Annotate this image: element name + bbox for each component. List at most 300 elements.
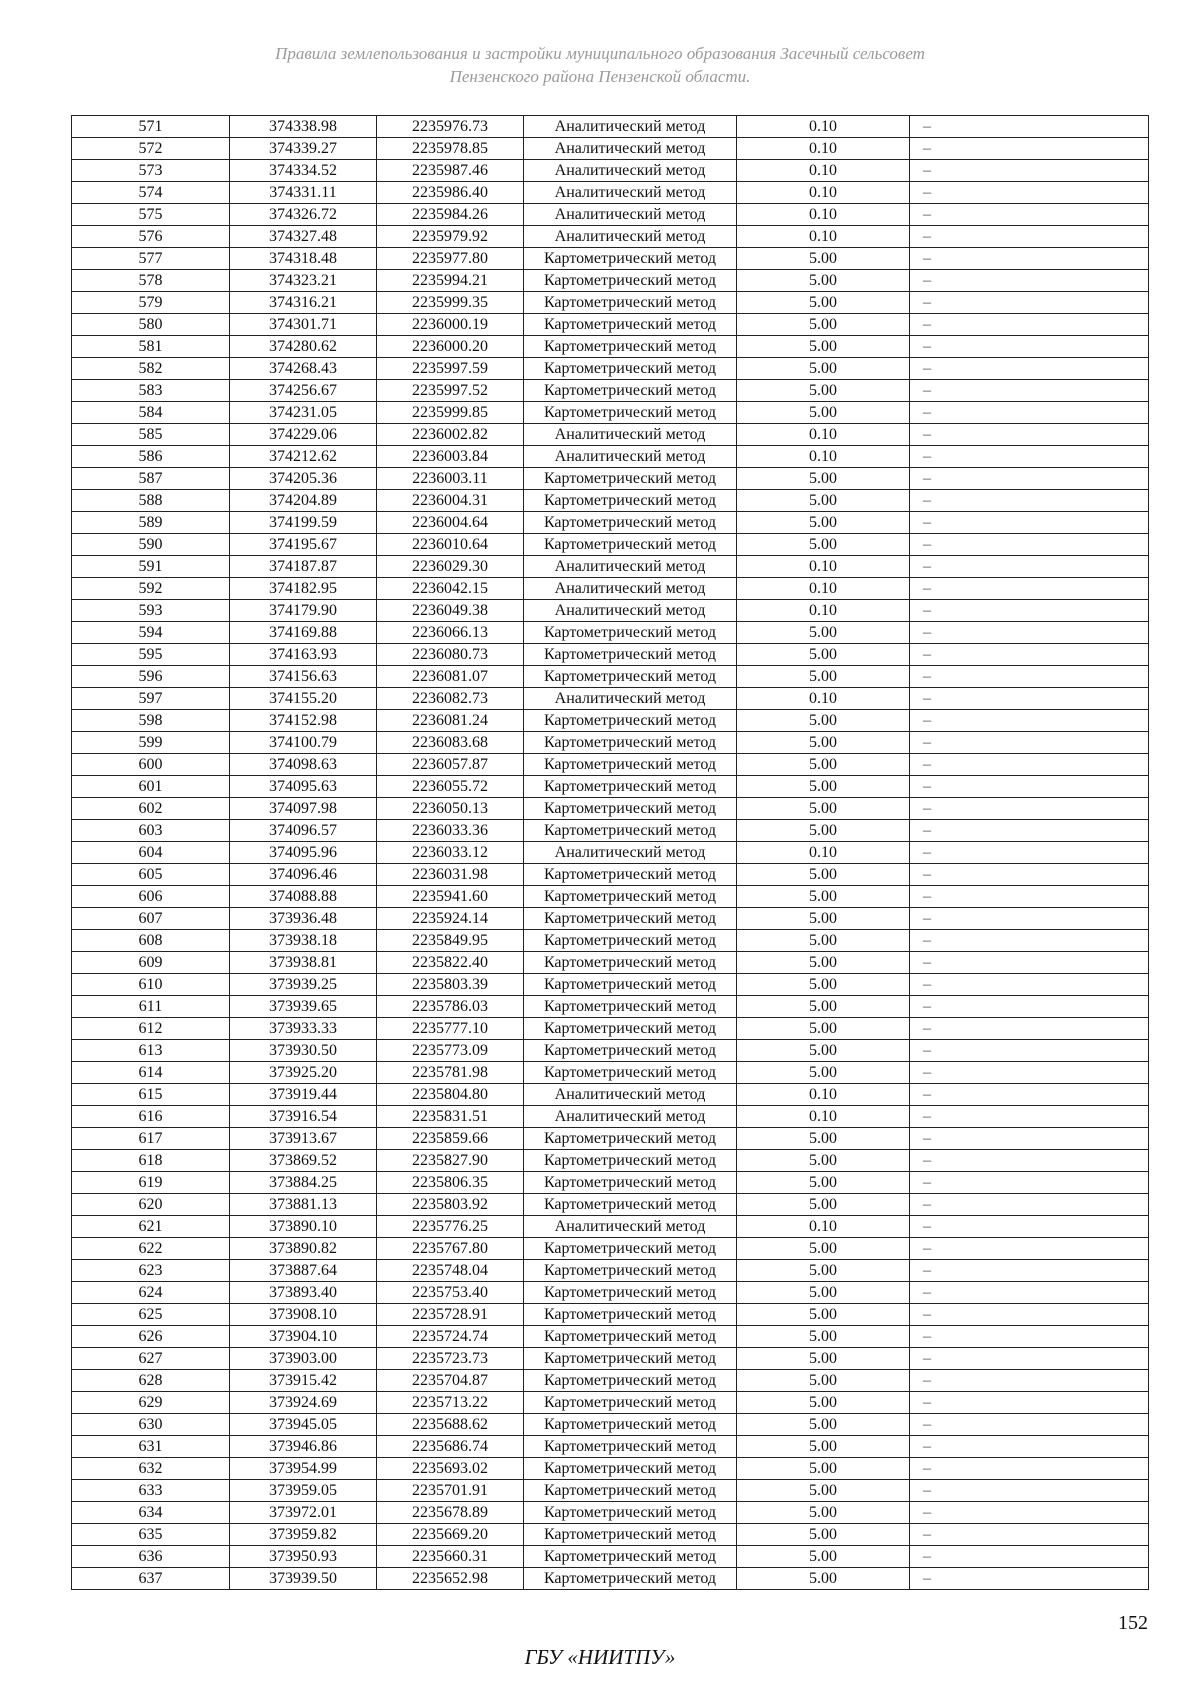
description-cell: – <box>910 204 1149 226</box>
point-number-cell: 589 <box>72 512 230 534</box>
method-cell: Аналитический метод <box>524 116 737 138</box>
accuracy-cell: 5.00 <box>737 1480 910 1502</box>
method-cell: Картометрический метод <box>524 270 737 292</box>
method-cell: Картометрический метод <box>524 1414 737 1436</box>
table-row <box>72 446 1149 468</box>
accuracy-cell: 0.10 <box>737 116 910 138</box>
table-row <box>72 1260 1149 1282</box>
point-number-cell: 612 <box>72 1018 230 1040</box>
y-coordinate-cell: 2236080.73 <box>377 644 524 666</box>
point-number-cell: 599 <box>72 732 230 754</box>
x-coordinate-cell: 373945.05 <box>230 1414 377 1436</box>
y-coordinate-cell: 2235777.10 <box>377 1018 524 1040</box>
accuracy-cell: 5.00 <box>737 622 910 644</box>
method-cell: Картометрический метод <box>524 1568 737 1590</box>
x-coordinate-cell: 374199.59 <box>230 512 377 534</box>
accuracy-cell: 5.00 <box>737 1304 910 1326</box>
accuracy-cell: 0.10 <box>737 204 910 226</box>
y-coordinate-cell: 2235686.74 <box>377 1436 524 1458</box>
point-number-cell: 577 <box>72 248 230 270</box>
x-coordinate-cell: 373890.10 <box>230 1216 377 1238</box>
point-number-cell: 625 <box>72 1304 230 1326</box>
method-cell: Аналитический метод <box>524 204 737 226</box>
x-coordinate-cell: 374229.06 <box>230 424 377 446</box>
accuracy-cell: 5.00 <box>737 270 910 292</box>
y-coordinate-cell: 2235728.91 <box>377 1304 524 1326</box>
description-cell: – <box>910 798 1149 820</box>
table-row <box>72 1282 1149 1304</box>
description-cell: – <box>910 776 1149 798</box>
x-coordinate-cell: 373919.44 <box>230 1084 377 1106</box>
method-cell: Картометрический метод <box>524 776 737 798</box>
table-row <box>72 1084 1149 1106</box>
point-number-cell: 630 <box>72 1414 230 1436</box>
point-number-cell: 584 <box>72 402 230 424</box>
table-row <box>72 1150 1149 1172</box>
table-row <box>72 842 1149 864</box>
y-coordinate-cell: 2235781.98 <box>377 1062 524 1084</box>
x-coordinate-cell: 373908.10 <box>230 1304 377 1326</box>
table-row <box>72 710 1149 732</box>
x-coordinate-cell: 374301.71 <box>230 314 377 336</box>
table-row <box>72 1172 1149 1194</box>
description-cell: – <box>910 1084 1149 1106</box>
point-number-cell: 605 <box>72 864 230 886</box>
method-cell: Картометрический метод <box>524 1546 737 1568</box>
accuracy-cell: 5.00 <box>737 1150 910 1172</box>
point-number-cell: 609 <box>72 952 230 974</box>
point-number-cell: 631 <box>72 1436 230 1458</box>
point-number-cell: 580 <box>72 314 230 336</box>
description-cell: – <box>910 1128 1149 1150</box>
x-coordinate-cell: 374182.95 <box>230 578 377 600</box>
table-row <box>72 688 1149 710</box>
point-number-cell: 637 <box>72 1568 230 1590</box>
description-cell: – <box>910 1524 1149 1546</box>
accuracy-cell: 5.00 <box>737 358 910 380</box>
accuracy-cell: 5.00 <box>737 1370 910 1392</box>
x-coordinate-cell: 373950.93 <box>230 1546 377 1568</box>
method-cell: Картометрический метод <box>524 1260 737 1282</box>
y-coordinate-cell: 2235987.46 <box>377 160 524 182</box>
y-coordinate-cell: 2235924.14 <box>377 908 524 930</box>
method-cell: Картометрический метод <box>524 534 737 556</box>
y-coordinate-cell: 2235979.92 <box>377 226 524 248</box>
x-coordinate-cell: 374204.89 <box>230 490 377 512</box>
accuracy-cell: 5.00 <box>737 1458 910 1480</box>
table-row <box>72 490 1149 512</box>
description-cell: – <box>910 1238 1149 1260</box>
point-number-cell: 617 <box>72 1128 230 1150</box>
x-coordinate-cell: 373938.81 <box>230 952 377 974</box>
y-coordinate-cell: 2235859.66 <box>377 1128 524 1150</box>
method-cell: Картометрический метод <box>524 248 737 270</box>
x-coordinate-cell: 374156.63 <box>230 666 377 688</box>
y-coordinate-cell: 2235849.95 <box>377 930 524 952</box>
table-row <box>72 1436 1149 1458</box>
accuracy-cell: 0.10 <box>737 1106 910 1128</box>
accuracy-cell: 0.10 <box>737 424 910 446</box>
y-coordinate-cell: 2236002.82 <box>377 424 524 446</box>
table-row <box>72 622 1149 644</box>
y-coordinate-cell: 2235803.92 <box>377 1194 524 1216</box>
page-number: 152 <box>1118 1612 1148 1634</box>
coordinates-table-body <box>72 116 1149 1590</box>
y-coordinate-cell: 2235976.73 <box>377 116 524 138</box>
table-row <box>72 1524 1149 1546</box>
method-cell: Картометрический метод <box>524 402 737 424</box>
method-cell: Аналитический метод <box>524 446 737 468</box>
method-cell: Картометрический метод <box>524 1304 737 1326</box>
y-coordinate-cell: 2235997.59 <box>377 358 524 380</box>
point-number-cell: 613 <box>72 1040 230 1062</box>
x-coordinate-cell: 374163.93 <box>230 644 377 666</box>
y-coordinate-cell: 2235724.74 <box>377 1326 524 1348</box>
description-cell: – <box>910 1546 1149 1568</box>
table-row <box>72 732 1149 754</box>
x-coordinate-cell: 373938.18 <box>230 930 377 952</box>
y-coordinate-cell: 2235776.25 <box>377 1216 524 1238</box>
accuracy-cell: 5.00 <box>737 512 910 534</box>
point-number-cell: 587 <box>72 468 230 490</box>
table-row <box>72 578 1149 600</box>
method-cell: Аналитический метод <box>524 1106 737 1128</box>
accuracy-cell: 5.00 <box>737 644 910 666</box>
x-coordinate-cell: 373884.25 <box>230 1172 377 1194</box>
x-coordinate-cell: 373904.10 <box>230 1326 377 1348</box>
method-cell: Картометрический метод <box>524 1370 737 1392</box>
accuracy-cell: 5.00 <box>737 1436 910 1458</box>
table-row <box>72 1106 1149 1128</box>
x-coordinate-cell: 374339.27 <box>230 138 377 160</box>
y-coordinate-cell: 2235827.90 <box>377 1150 524 1172</box>
accuracy-cell: 0.10 <box>737 160 910 182</box>
description-cell: – <box>910 1194 1149 1216</box>
description-cell: – <box>910 182 1149 204</box>
accuracy-cell: 5.00 <box>737 1282 910 1304</box>
x-coordinate-cell: 373959.05 <box>230 1480 377 1502</box>
point-number-cell: 578 <box>72 270 230 292</box>
table-row <box>72 1502 1149 1524</box>
x-coordinate-cell: 373936.48 <box>230 908 377 930</box>
description-cell: – <box>910 1370 1149 1392</box>
table-row <box>72 1238 1149 1260</box>
x-coordinate-cell: 373959.82 <box>230 1524 377 1546</box>
accuracy-cell: 0.10 <box>737 446 910 468</box>
accuracy-cell: 0.10 <box>737 578 910 600</box>
accuracy-cell: 5.00 <box>737 952 910 974</box>
description-cell: – <box>910 952 1149 974</box>
description-cell: – <box>910 336 1149 358</box>
accuracy-cell: 5.00 <box>737 864 910 886</box>
accuracy-cell: 5.00 <box>737 798 910 820</box>
description-cell: – <box>910 1282 1149 1304</box>
accuracy-cell: 5.00 <box>737 1524 910 1546</box>
table-row <box>72 644 1149 666</box>
table-row <box>72 402 1149 424</box>
point-number-cell: 590 <box>72 534 230 556</box>
x-coordinate-cell: 374097.98 <box>230 798 377 820</box>
point-number-cell: 618 <box>72 1150 230 1172</box>
x-coordinate-cell: 374100.79 <box>230 732 377 754</box>
point-number-cell: 593 <box>72 600 230 622</box>
x-coordinate-cell: 374280.62 <box>230 336 377 358</box>
description-cell: – <box>910 732 1149 754</box>
y-coordinate-cell: 2235704.87 <box>377 1370 524 1392</box>
table-row <box>72 754 1149 776</box>
accuracy-cell: 5.00 <box>737 754 910 776</box>
description-cell: – <box>910 380 1149 402</box>
point-number-cell: 621 <box>72 1216 230 1238</box>
coordinates-table <box>71 115 1149 1590</box>
point-number-cell: 635 <box>72 1524 230 1546</box>
point-number-cell: 596 <box>72 666 230 688</box>
accuracy-cell: 5.00 <box>737 930 910 952</box>
page-footer: ГБУ «НИИТПУ» <box>524 1645 676 1669</box>
accuracy-cell: 5.00 <box>737 534 910 556</box>
y-coordinate-cell: 2235822.40 <box>377 952 524 974</box>
accuracy-cell: 5.00 <box>737 1062 910 1084</box>
y-coordinate-cell: 2235753.40 <box>377 1282 524 1304</box>
description-cell: – <box>910 1414 1149 1436</box>
y-coordinate-cell: 2235999.35 <box>377 292 524 314</box>
table-row <box>72 358 1149 380</box>
x-coordinate-cell: 374095.96 <box>230 842 377 864</box>
accuracy-cell: 5.00 <box>737 248 910 270</box>
method-cell: Картометрический метод <box>524 1018 737 1040</box>
table-row <box>72 1062 1149 1084</box>
method-cell: Картометрический метод <box>524 1062 737 1084</box>
y-coordinate-cell: 2235997.52 <box>377 380 524 402</box>
point-number-cell: 598 <box>72 710 230 732</box>
method-cell: Аналитический метод <box>524 578 737 600</box>
accuracy-cell: 5.00 <box>737 292 910 314</box>
accuracy-cell: 5.00 <box>737 710 910 732</box>
y-coordinate-cell: 2235748.04 <box>377 1260 524 1282</box>
accuracy-cell: 0.10 <box>737 842 910 864</box>
table-row <box>72 534 1149 556</box>
method-cell: Картометрический метод <box>524 820 737 842</box>
table-row <box>72 1194 1149 1216</box>
method-cell: Картометрический метод <box>524 512 737 534</box>
y-coordinate-cell: 2236081.24 <box>377 710 524 732</box>
method-cell: Картометрический метод <box>524 1150 737 1172</box>
accuracy-cell: 5.00 <box>737 1568 910 1590</box>
x-coordinate-cell: 373946.86 <box>230 1436 377 1458</box>
description-cell: – <box>910 1150 1149 1172</box>
table-row <box>72 798 1149 820</box>
description-cell: – <box>910 1040 1149 1062</box>
description-cell: – <box>910 292 1149 314</box>
x-coordinate-cell: 373893.40 <box>230 1282 377 1304</box>
table-row <box>72 776 1149 798</box>
x-coordinate-cell: 374155.20 <box>230 688 377 710</box>
x-coordinate-cell: 373924.69 <box>230 1392 377 1414</box>
table-row <box>72 600 1149 622</box>
method-cell: Картометрический метод <box>524 1238 737 1260</box>
description-cell: – <box>910 820 1149 842</box>
point-number-cell: 594 <box>72 622 230 644</box>
description-cell: – <box>910 1436 1149 1458</box>
description-cell: – <box>910 1568 1149 1590</box>
x-coordinate-cell: 374187.87 <box>230 556 377 578</box>
table-row <box>72 996 1149 1018</box>
point-number-cell: 575 <box>72 204 230 226</box>
point-number-cell: 572 <box>72 138 230 160</box>
x-coordinate-cell: 374338.98 <box>230 116 377 138</box>
accuracy-cell: 5.00 <box>737 402 910 424</box>
method-cell: Картометрический метод <box>524 1436 737 1458</box>
y-coordinate-cell: 2236003.11 <box>377 468 524 490</box>
y-coordinate-cell: 2236033.12 <box>377 842 524 864</box>
method-cell: Картометрический метод <box>524 314 737 336</box>
method-cell: Картометрический метод <box>524 358 737 380</box>
accuracy-cell: 5.00 <box>737 1128 910 1150</box>
x-coordinate-cell: 373903.00 <box>230 1348 377 1370</box>
point-number-cell: 624 <box>72 1282 230 1304</box>
method-cell: Картометрический метод <box>524 380 737 402</box>
description-cell: – <box>910 908 1149 930</box>
method-cell: Картометрический метод <box>524 1326 737 1348</box>
x-coordinate-cell: 374323.21 <box>230 270 377 292</box>
description-cell: – <box>910 864 1149 886</box>
method-cell: Картометрический метод <box>524 1282 737 1304</box>
accuracy-cell: 5.00 <box>737 1546 910 1568</box>
method-cell: Картометрический метод <box>524 336 737 358</box>
y-coordinate-cell: 2236000.19 <box>377 314 524 336</box>
point-number-cell: 600 <box>72 754 230 776</box>
method-cell: Картометрический метод <box>524 292 737 314</box>
point-number-cell: 604 <box>72 842 230 864</box>
y-coordinate-cell: 2235678.89 <box>377 1502 524 1524</box>
description-cell: – <box>910 1480 1149 1502</box>
accuracy-cell: 0.10 <box>737 556 910 578</box>
accuracy-cell: 0.10 <box>737 138 910 160</box>
description-cell: – <box>910 754 1149 776</box>
table-row <box>72 270 1149 292</box>
y-coordinate-cell: 2236031.98 <box>377 864 524 886</box>
x-coordinate-cell: 374326.72 <box>230 204 377 226</box>
y-coordinate-cell: 2235660.31 <box>377 1546 524 1568</box>
description-cell: – <box>910 1106 1149 1128</box>
method-cell: Картометрический метод <box>524 952 737 974</box>
accuracy-cell: 5.00 <box>737 1348 910 1370</box>
y-coordinate-cell: 2235994.21 <box>377 270 524 292</box>
point-number-cell: 579 <box>72 292 230 314</box>
table-row <box>72 182 1149 204</box>
x-coordinate-cell: 374256.67 <box>230 380 377 402</box>
method-cell: Картометрический метод <box>524 754 737 776</box>
description-cell: – <box>910 1304 1149 1326</box>
description-cell: – <box>910 1018 1149 1040</box>
description-cell: – <box>910 358 1149 380</box>
accuracy-cell: 5.00 <box>737 908 910 930</box>
point-number-cell: 573 <box>72 160 230 182</box>
accuracy-cell: 5.00 <box>737 886 910 908</box>
point-number-cell: 582 <box>72 358 230 380</box>
table-row <box>72 204 1149 226</box>
method-cell: Картометрический метод <box>524 622 737 644</box>
method-cell: Картометрический метод <box>524 666 737 688</box>
y-coordinate-cell: 2236004.64 <box>377 512 524 534</box>
point-number-cell: 597 <box>72 688 230 710</box>
point-number-cell: 627 <box>72 1348 230 1370</box>
y-coordinate-cell: 2236081.07 <box>377 666 524 688</box>
y-coordinate-cell: 2235713.22 <box>377 1392 524 1414</box>
x-coordinate-cell: 374096.46 <box>230 864 377 886</box>
description-cell: – <box>910 446 1149 468</box>
table-row <box>72 314 1149 336</box>
table-row <box>72 1040 1149 1062</box>
point-number-cell: 616 <box>72 1106 230 1128</box>
method-cell: Аналитический метод <box>524 556 737 578</box>
x-coordinate-cell: 374098.63 <box>230 754 377 776</box>
description-cell: – <box>910 138 1149 160</box>
description-cell: – <box>910 842 1149 864</box>
method-cell: Аналитический метод <box>524 138 737 160</box>
table-row <box>72 864 1149 886</box>
x-coordinate-cell: 374334.52 <box>230 160 377 182</box>
y-coordinate-cell: 2235999.85 <box>377 402 524 424</box>
method-cell: Картометрический метод <box>524 644 737 666</box>
y-coordinate-cell: 2236010.64 <box>377 534 524 556</box>
x-coordinate-cell: 374095.63 <box>230 776 377 798</box>
x-coordinate-cell: 374179.90 <box>230 600 377 622</box>
table-row <box>72 556 1149 578</box>
point-number-cell: 628 <box>72 1370 230 1392</box>
table-row <box>72 1414 1149 1436</box>
method-cell: Аналитический метод <box>524 1084 737 1106</box>
table-row <box>72 974 1149 996</box>
table-row <box>72 1128 1149 1150</box>
accuracy-cell: 0.10 <box>737 1084 910 1106</box>
description-cell: – <box>910 974 1149 996</box>
description-cell: – <box>910 1348 1149 1370</box>
method-cell: Картометрический метод <box>524 1172 737 1194</box>
y-coordinate-cell: 2235786.03 <box>377 996 524 1018</box>
table-row <box>72 138 1149 160</box>
method-cell: Картометрический метод <box>524 1502 737 1524</box>
description-cell: – <box>910 116 1149 138</box>
x-coordinate-cell: 373939.50 <box>230 1568 377 1590</box>
description-cell: – <box>910 512 1149 534</box>
accuracy-cell: 5.00 <box>737 1326 910 1348</box>
y-coordinate-cell: 2235701.91 <box>377 1480 524 1502</box>
y-coordinate-cell: 2235986.40 <box>377 182 524 204</box>
point-number-cell: 571 <box>72 116 230 138</box>
point-number-cell: 629 <box>72 1392 230 1414</box>
accuracy-cell: 5.00 <box>737 490 910 512</box>
x-coordinate-cell: 373881.13 <box>230 1194 377 1216</box>
description-cell: – <box>910 578 1149 600</box>
method-cell: Картометрический метод <box>524 864 737 886</box>
description-cell: – <box>910 1260 1149 1282</box>
accuracy-cell: 5.00 <box>737 314 910 336</box>
method-cell: Картометрический метод <box>524 732 737 754</box>
description-cell: – <box>910 468 1149 490</box>
accuracy-cell: 5.00 <box>737 1194 910 1216</box>
accuracy-cell: 5.00 <box>737 732 910 754</box>
x-coordinate-cell: 374096.57 <box>230 820 377 842</box>
accuracy-cell: 0.10 <box>737 1216 910 1238</box>
accuracy-cell: 5.00 <box>737 1040 910 1062</box>
point-number-cell: 633 <box>72 1480 230 1502</box>
point-number-cell: 608 <box>72 930 230 952</box>
description-cell: – <box>910 666 1149 688</box>
method-cell: Картометрический метод <box>524 930 737 952</box>
y-coordinate-cell: 2236033.36 <box>377 820 524 842</box>
accuracy-cell: 5.00 <box>737 820 910 842</box>
